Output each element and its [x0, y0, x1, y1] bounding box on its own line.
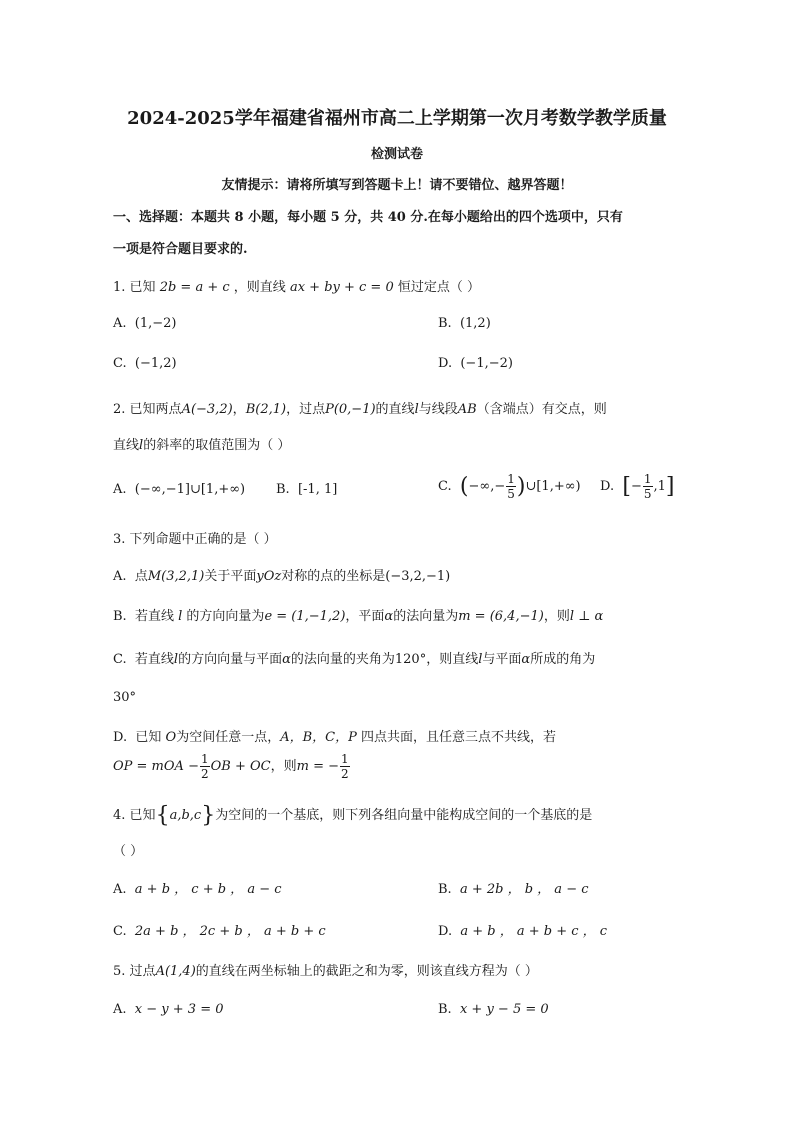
- question-2-stem-line2: 直线l的斜率的取值范围为（ ）: [113, 438, 291, 453]
- question-4-option-c[interactable]: C. 2a + b ， 2c + b ， a + b + c: [113, 924, 326, 939]
- question-2-option-c[interactable]: C. (−∞,− $\frac{1}{5}$ )∪[1,+∞): [438, 472, 581, 501]
- math-condition: 2b = a + c: [159, 280, 230, 295]
- question-3-option-b[interactable]: B. 若直线 l 的方向向量为e = (1,−1,2)，平面α的法向量为m = (6,4,−1)，则l ⊥ α: [113, 609, 604, 624]
- question-number: 3.: [113, 532, 126, 547]
- question-2-stem: 2. 已知两点A(−3,2)，B(2,1)，过点P(0,−1)的直线l与线段AB（含端点）有交点，则: [113, 402, 607, 417]
- question-number: 2.: [113, 402, 126, 417]
- question-4-option-b[interactable]: B. a + 2b ， b ， a − c: [438, 882, 589, 897]
- question-1-option-a[interactable]: A. (1,−2): [113, 316, 177, 331]
- question-4-option-a[interactable]: A. a + b ， c + b ， a − c: [113, 882, 282, 897]
- page-subtitle: 检测试卷: [370, 147, 423, 162]
- question-3-option-c[interactable]: C. 若直线l的方向向量与平面α的法向量的夹角为120°，则直线l与平面α所成的角为: [113, 652, 596, 667]
- question-3-option-d-formula: OP = mOA − $\frac{1}{2}$ OB + OC，则m = − $\frac{1}{2}$: [113, 752, 349, 781]
- question-3-option-a[interactable]: A. 点M(3,2,1)关于平面yOz对称的点的坐标是(−3,2,−1): [113, 569, 451, 584]
- question-3-option-d[interactable]: D. 已知 O为空间任意一点，A，B，C，P 四点共面，且任意三点不共线，若: [113, 730, 556, 745]
- section-heading-line1: 一、选择题：本题共 8 小题，每小题 5 分，共 40 分.在每小题给出的四个选项中，只有: [113, 210, 623, 225]
- section-heading-line2: 一项是符合题目要求的.: [113, 242, 248, 257]
- question-2-option-b[interactable]: B. [-1, 1]: [276, 482, 338, 497]
- question-number: 5.: [113, 964, 126, 979]
- fraction: $\frac{1}{2}$: [200, 752, 209, 781]
- question-1-stem: 1. 已知 2b = a + c ，则直线 ax + by + c = 0 恒过定点（ ）: [113, 280, 481, 295]
- math-line-equation: ax + by + c = 0: [289, 280, 394, 295]
- question-5-option-a[interactable]: A. x − y + 3 = 0: [113, 1002, 224, 1017]
- question-3-stem: 3. 下列命题中正确的是（ ）: [113, 532, 277, 547]
- question-4-paren: （ ）: [113, 844, 144, 859]
- question-5-stem: 5. 过点A(1,4)的直线在两坐标轴上的截距之和为零，则该直线方程为（ ）: [113, 964, 538, 979]
- question-number: 1.: [113, 280, 126, 295]
- question-1-option-d[interactable]: D. (−1,−2): [438, 356, 513, 371]
- question-5-option-b[interactable]: B. x + y − 5 = 0: [438, 1002, 549, 1017]
- question-1-option-b[interactable]: B. (1,2): [438, 316, 491, 331]
- fraction: $\frac{1}{5}$: [507, 472, 515, 501]
- fraction: $\frac{1}{5}$: [643, 472, 652, 501]
- question-2-option-d[interactable]: D. [− $\frac{1}{5}$ ,1]: [600, 472, 675, 501]
- page-title: 2024-2025学年福建省福州市高二上学期第一次月考数学教学质量: [127, 108, 667, 129]
- question-4-option-d[interactable]: D. a + b ， a + b + c ， c: [438, 924, 608, 939]
- question-3-option-c-cont: 30°: [113, 690, 137, 705]
- question-number: 4.: [113, 808, 126, 823]
- question-2-option-a[interactable]: A. (−∞,−1]∪[1,+∞): [113, 482, 246, 497]
- friendly-tip: 友情提示：请将所填写到答题卡上！请不要错位、越界答题！: [221, 178, 573, 193]
- question-4-stem: 4. 已知{a,b,c}为空间的一个基底，则下列各组向量中能构成空间的一个基底的是: [113, 803, 593, 828]
- fraction: $\frac{1}{2}$: [341, 752, 349, 781]
- question-1-option-c[interactable]: C. (−1,2): [113, 356, 177, 371]
